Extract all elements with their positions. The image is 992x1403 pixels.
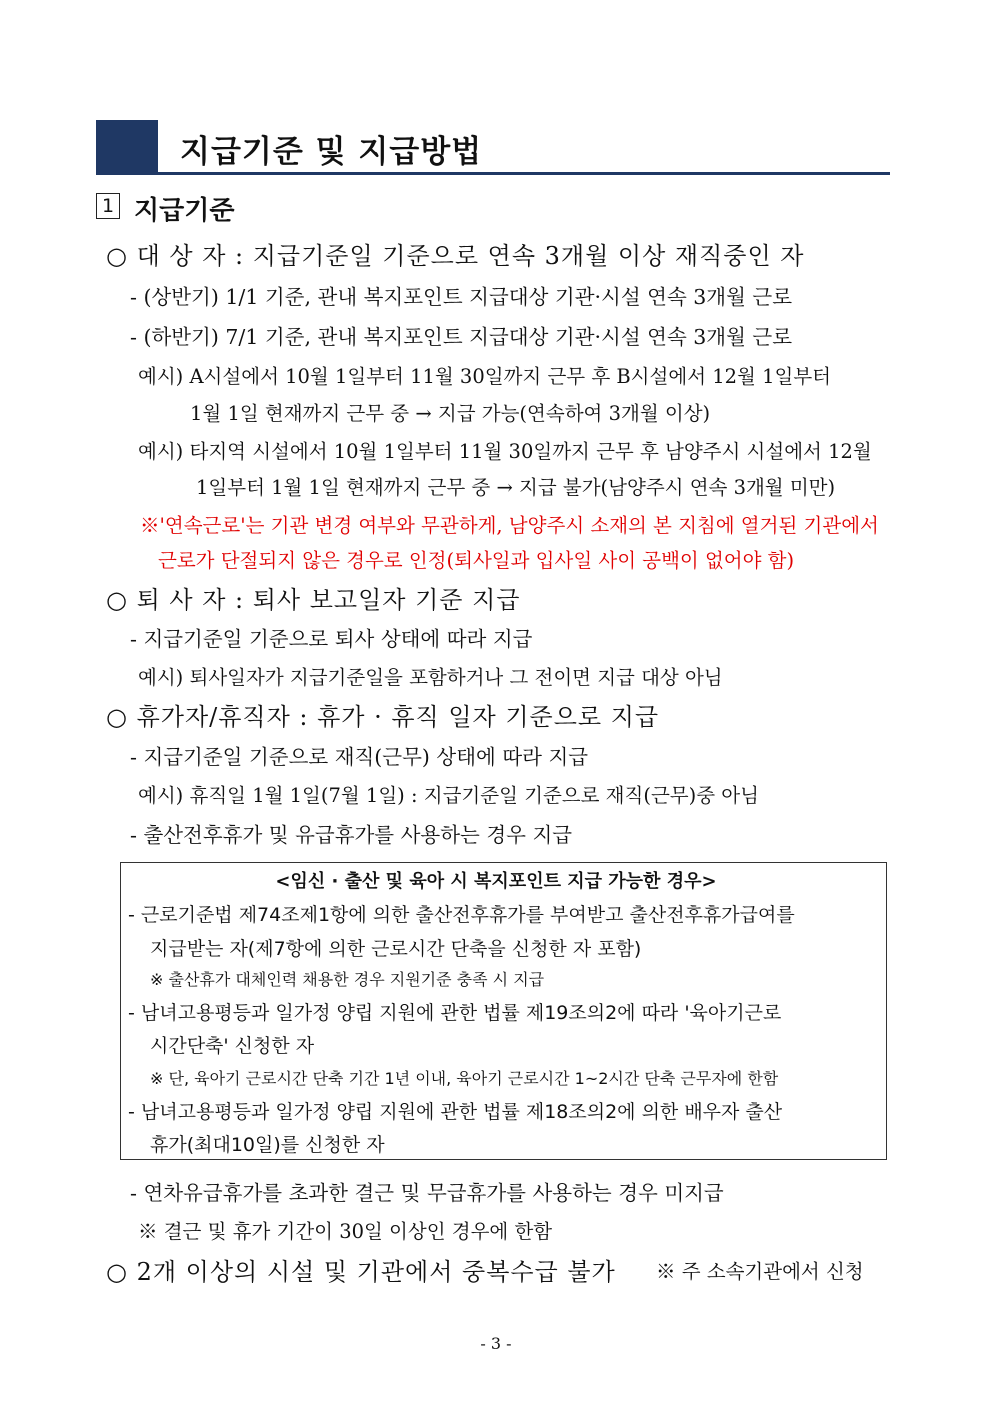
box-item3-line2: 휴가(최대10일)를 신청한 자 bbox=[150, 1134, 385, 1156]
example1-line2: 1월 1일 현재까지 근무 중 → 지급 가능(연속하여 3개월 이상) bbox=[190, 402, 711, 425]
second-half-line: - (하반기) 7/1 기준, 관내 복지포인트 지급대상 기관·시설 연속 3개월 근로 bbox=[130, 325, 793, 349]
target-line: ○ 대 상 자 : 지급기준일 기준으로 연속 3개월 이상 재직중인 자 bbox=[106, 242, 805, 270]
example2-line1: 예시) 타지역 시설에서 10월 1일부터 11월 30일까지 근무 후 남양주시 시설에서 12월 bbox=[138, 440, 872, 463]
unpaid-line: - 연차유급휴가를 초과한 결근 및 무급휴가를 사용하는 경우 미지급 bbox=[130, 1181, 724, 1205]
duplicate-line: ○ 2개 이상의 시설 및 기관에서 중복수급 불가 bbox=[106, 1258, 616, 1286]
leave-sub-line2: - 출산전후휴가 및 유급휴가를 사용하는 경우 지급 bbox=[130, 823, 573, 847]
example1-line1: 예시) A시설에서 10월 1일부터 11월 30일까지 근무 후 B시설에서 12월 1일부터 bbox=[138, 365, 831, 388]
leave-line: ○ 휴가자/휴직자 : 휴가 · 휴직 일자 기준으로 지급 bbox=[106, 703, 660, 731]
page-number: - 3 - bbox=[480, 1334, 512, 1353]
page-title: 지급기준 및 지급방법 bbox=[180, 134, 483, 170]
example2-line2: 1일부터 1월 1일 현재까지 근무 중 → 지급 불가(남양주시 연속 3개월 미만) bbox=[196, 476, 836, 499]
box-item2-line2: 시간단축' 신청한 자 bbox=[150, 1035, 315, 1057]
section-title: 지급기준 bbox=[134, 196, 235, 226]
header-block bbox=[96, 120, 158, 174]
unpaid-note: ※ 결근 및 휴가 기간이 30일 이상인 경우에 한함 bbox=[138, 1220, 553, 1243]
box-item1-note: ※ 출산휴가 대체인력 채용한 경우 지원기준 충족 시 지급 bbox=[150, 970, 545, 989]
header-rule bbox=[96, 172, 890, 175]
continuous-work-note-line1: ※'연속근로'는 기관 변경 여부와 무관하게, 남양주시 소재의 본 지침에 열거된 기관에서 bbox=[140, 514, 879, 537]
leave-example: 예시) 휴직일 1월 1일(7월 1일) : 지급기준일 기준으로 재직(근무)중 아님 bbox=[138, 784, 759, 807]
first-half-line: - (상반기) 1/1 기준, 관내 복지포인트 지급대상 기관·시설 연속 3개월 근로 bbox=[130, 285, 793, 309]
leave-sub-line: - 지급기준일 기준으로 재직(근무) 상태에 따라 지급 bbox=[130, 745, 589, 769]
retiree-sub-line: - 지급기준일 기준으로 퇴사 상태에 따라 지급 bbox=[130, 627, 533, 651]
box-item2-note: ※ 단, 육아기 근로시간 단축 기간 1년 이내, 육아기 근로시간 1~2시간 단축 근무자에 한함 bbox=[150, 1069, 779, 1088]
box-item1-line1: - 근로기준법 제74조제1항에 의한 출산전후휴가를 부여받고 출산전후휴가급여를 bbox=[128, 904, 795, 926]
box-item1-line2: 지급받는 자(제7항에 의한 근로시간 단축을 신청한 자 포함) bbox=[150, 938, 642, 960]
box-item3-line1: - 남녀고용평등과 일가정 양립 지원에 관한 법률 제18조의2에 의한 배우자 출산 bbox=[128, 1101, 783, 1123]
duplicate-note: ※ 주 소속기관에서 신청 bbox=[656, 1260, 864, 1283]
section-number: 1 bbox=[96, 193, 120, 219]
box-title: <임신 · 출산 및 육아 시 복지포인트 지급 가능한 경우> bbox=[275, 871, 717, 892]
retiree-example: 예시) 퇴사일자가 지급기준일을 포함하거나 그 전이면 지급 대상 아님 bbox=[138, 666, 723, 689]
continuous-work-note-line2: 근로가 단절되지 않은 경우로 인정(퇴사일과 입사일 사이 공백이 없어야 함) bbox=[158, 549, 795, 572]
retiree-line: ○ 퇴 사 자 : 퇴사 보고일자 기준 지급 bbox=[106, 586, 521, 614]
box-item2-line1: - 남녀고용평등과 일가정 양립 지원에 관한 법률 제19조의2에 따라 '육아기근로 bbox=[128, 1002, 782, 1024]
